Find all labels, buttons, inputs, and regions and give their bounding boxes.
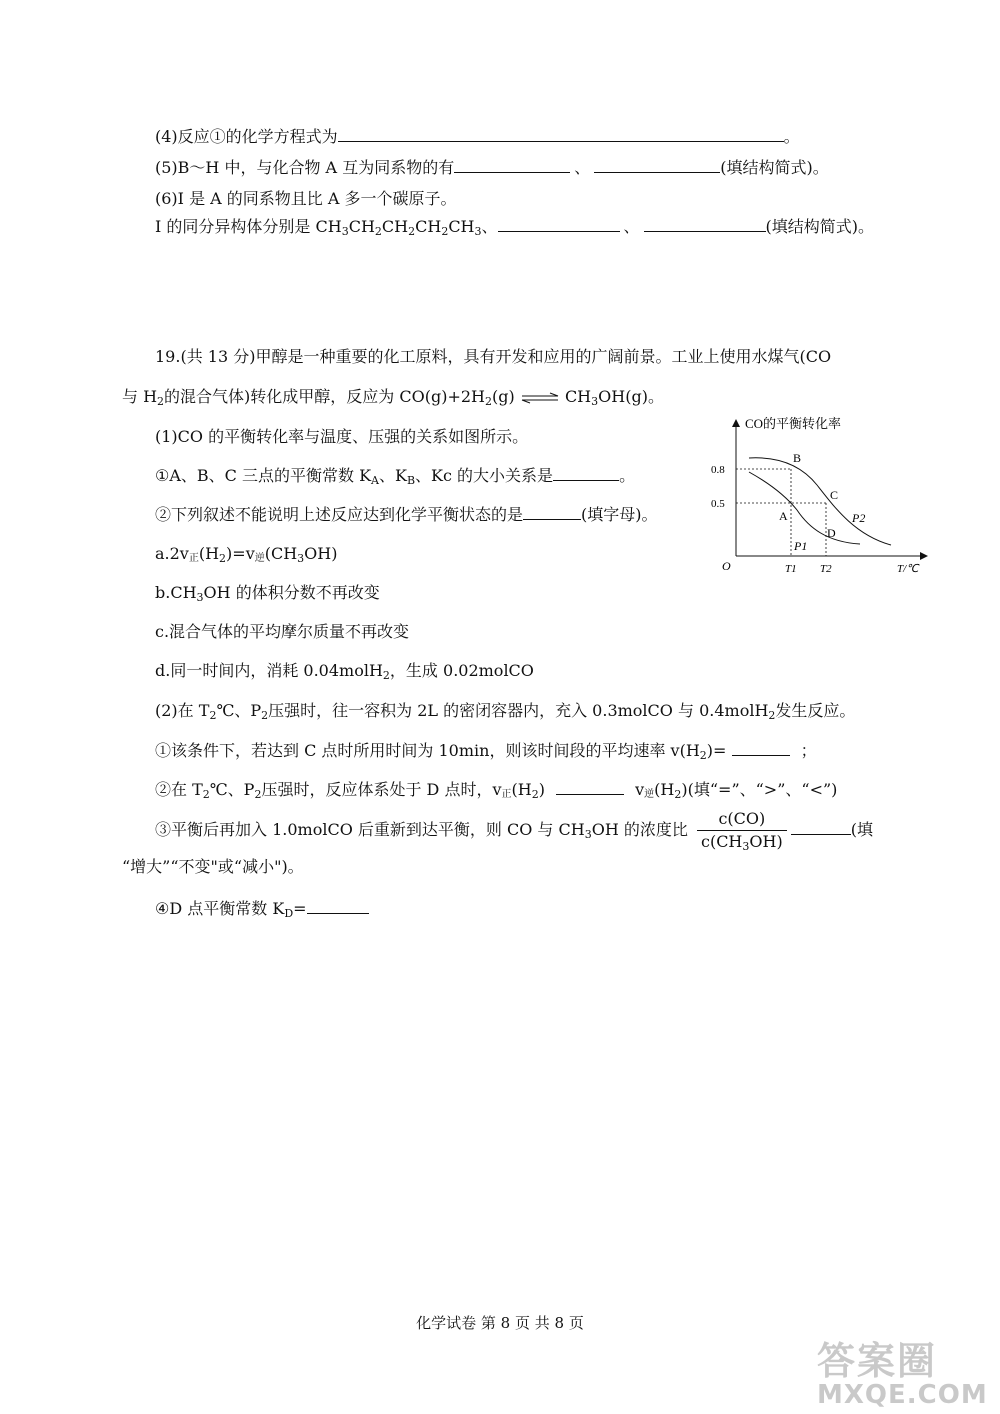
y-tick-label: 0.5 <box>711 498 725 510</box>
q18-line4: (4)反应①的化学方程式为 。 <box>155 127 800 146</box>
q19-part2-q3-cont: “增大”“不变"或“减小")。 <box>122 857 304 876</box>
q19-part2-q2: ②在 $T_2℃$、$P_2$压强时，反应体系处于 D 点时，$v_正(H_2)$ $v_逆(H_2)$(填“=”、“>”、“<”) <box>155 780 838 801</box>
series-label-p2: P2 <box>852 511 866 525</box>
q19-part2-title: (2)在 $T_2℃$、$P_2$压强时，往一容积为 2L 的密闭容器内，充入 0.3molCO 与 0.4molH$_2$发生反应。 <box>155 701 856 722</box>
answer-blank[interactable] <box>553 466 619 481</box>
equilibrium-arrow-icon <box>520 392 560 404</box>
q19-part2-q4: ④D 点平衡常数 $K_D=$ <box>155 898 369 920</box>
origin-label: O <box>722 559 731 573</box>
q19-part1-q1: ①A、B、C 三点的平衡常数 $K_A$、$K_B$、Kc 的大小关系是 。 <box>155 466 636 487</box>
q19-part1-q2: ②下列叙述不能说明上述反应达到化学平衡状态的是 (填字母)。 <box>155 505 658 524</box>
answer-blank[interactable] <box>791 820 851 835</box>
q18-line6: (6)I 是 A 的同系物且比 A 多一个碳原子。 <box>155 189 457 208</box>
answer-blank[interactable] <box>556 780 624 795</box>
co-conversion-chart <box>705 410 935 582</box>
point-label-b: B <box>793 451 802 465</box>
option-d: d.同一时间内，消耗 0.04molH$_2$，生成 0.02molCO <box>155 661 534 682</box>
option-b: $b.CH_3OH$ 的体积分数不再改变 <box>155 583 380 604</box>
answer-blank[interactable] <box>454 158 570 173</box>
answer-blank[interactable] <box>307 899 369 914</box>
answer-blank[interactable] <box>523 505 581 520</box>
answer-blank[interactable] <box>732 741 790 756</box>
q18-line5: (5)B～H 中，与化合物 A 互为同系物的有 、 (填结构简式)。 <box>155 158 829 177</box>
answer-blank[interactable] <box>338 127 784 142</box>
series-label-p1: P1 <box>794 539 808 553</box>
series-line-p1 <box>749 472 860 544</box>
concentration-ratio-fraction: $\frac{c(CO)}{c(CH_3OH)}$ <box>697 808 787 853</box>
option-a: $a.2v_正(H_2)=v_逆(CH_3OH)$ <box>155 544 338 565</box>
answer-blank[interactable] <box>644 217 766 232</box>
chart-title: CO的平衡转化率 <box>745 416 842 431</box>
point-label-d: D <box>827 526 836 540</box>
x-tick-label: T2 <box>820 563 832 575</box>
q19-intro-line1: 19.(共 13 分)甲醇是一种重要的化工原料，具有开发和应用的广阔前景。工业上使用水煤气(CO <box>155 347 832 366</box>
page-footer: 化学试卷 第 8 页 共 8 页 <box>416 1314 584 1332</box>
x-tick-label: T1 <box>785 563 797 575</box>
q19-part2-q1: ①该条件下，若达到 C 点时所用时间为 10min，则该时间段的平均速率 $v(H_2)=$ ； <box>155 741 817 762</box>
q19-part1-title: (1)CO 的平衡转化率与温度、压强的关系如图所示。 <box>155 427 529 446</box>
q19-intro-line2: 与 $H_2$的混合气体)转化成甲醇，反应为 $CO(g)+2H_2(g)$ $CH_3OH(g)$。 <box>122 387 664 408</box>
x-axis-label: T/℃ <box>897 563 919 575</box>
point-label-c: C <box>830 488 839 502</box>
watermark-logo: 答案圈 MXQE.COM <box>817 1339 988 1410</box>
q18-line7: I 的同分异构体分别是 $CH_3CH_2CH_2CH_2CH_3$、 、 (填结构简式)。 <box>155 217 875 238</box>
answer-blank[interactable] <box>498 217 620 232</box>
answer-blank[interactable] <box>594 158 720 173</box>
y-tick-label: 0.8 <box>711 464 725 476</box>
point-label-a: A <box>779 509 788 523</box>
option-c: c.混合气体的平均摩尔质量不再改变 <box>155 622 410 641</box>
q19-part2-q3: ③平衡后再加入 1.0molCO 后重新到达平衡，则 CO 与 $CH_3OH$ 的浓度比 $\frac{c(CO)}{c(CH_3OH)}$ (填 <box>155 809 873 853</box>
